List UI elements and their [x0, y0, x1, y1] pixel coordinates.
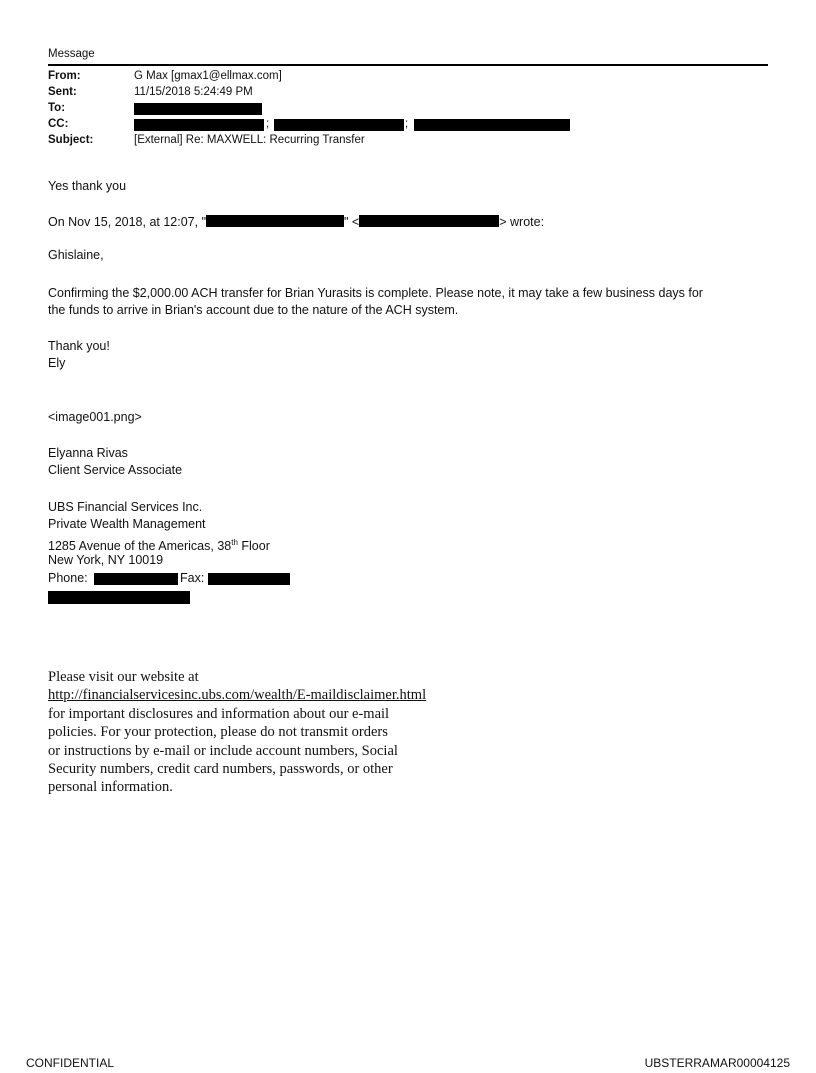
redaction-sender-email	[359, 215, 499, 227]
quote-prefix: On Nov 15, 2018, at 12:07, "	[48, 215, 207, 229]
disclaimer-line-4: policies. For your protection, please do not transmit orders	[48, 724, 388, 741]
sent-value: 11/15/2018 5:24:49 PM	[134, 86, 253, 98]
image-attachment-placeholder: <image001.png>	[48, 410, 142, 424]
signature-division: Private Wealth Management	[48, 517, 206, 531]
disclaimer-line-6: Security numbers, credit card numbers, passwords, or other	[48, 761, 393, 778]
sender-nickname: Ely	[48, 356, 66, 370]
redaction-sender-name	[206, 215, 344, 227]
disclaimer-line-1: Please visit our website at	[48, 669, 199, 685]
disclaimer-line-5: or instructions by e-mail or include account numbers, Social	[48, 742, 398, 759]
reply-text: Yes thank you	[48, 179, 127, 193]
signature-company: UBS Financial Services Inc.	[48, 500, 203, 514]
fax-label: Fax:	[180, 571, 205, 585]
from-value: G Max [gmax1@ellmax.com]	[134, 70, 282, 82]
subject-value: [External] Re: MAXWELL: Recurring Transfer	[134, 134, 365, 146]
quote-attribution	[48, 214, 544, 231]
body-paragraph-line-2: the funds to arrive in Brian's account due to the nature of the ACH system.	[48, 303, 459, 317]
disclaimer-line-7: personal information.	[48, 779, 173, 796]
disclaimer-link[interactable]: http://financialservicesinc.ubs.com/wealth/E-maildisclaimer.html	[48, 687, 427, 704]
to-label: To:	[48, 102, 66, 114]
thanks-line: Thank you!	[48, 339, 110, 353]
cc-separator-2: ;	[405, 118, 409, 130]
cc-label: CC:	[48, 118, 69, 130]
quote-mid: " <	[344, 215, 360, 229]
header-divider	[48, 64, 768, 66]
phone-label: Phone:	[48, 571, 88, 585]
body-paragraph-line-1: Confirming the $2,000.00 ACH transfer for Brian Yurasits is complete. Please note, it may take a few business days for	[48, 286, 703, 300]
redaction-to-recipient	[134, 103, 262, 115]
signature-title: Client Service Associate	[48, 463, 183, 477]
greeting: Ghislaine,	[48, 248, 104, 262]
sent-label: Sent:	[48, 86, 77, 98]
bates-number: UBSTERRAMAR00004125	[644, 1056, 790, 1070]
redaction-phone	[94, 573, 178, 585]
redaction-fax	[208, 573, 290, 585]
redaction-cc-3	[414, 119, 570, 131]
disclaimer-block	[48, 668, 488, 797]
message-section-label: Message	[48, 48, 95, 60]
signature-address-line-1: 1285 Avenue of the Americas, 38th Floor	[48, 538, 270, 554]
confidential-footer: CONFIDENTIAL	[26, 1056, 115, 1070]
redaction-cc-1	[134, 119, 264, 131]
from-label: From:	[48, 70, 81, 82]
floor-ordinal-suffix: th	[231, 538, 238, 547]
subject-label: Subject:	[48, 134, 94, 146]
cc-separator-1: ;	[266, 118, 270, 130]
signature-address-line-2: New York, NY 10019	[48, 553, 164, 567]
disclaimer-line-3: for important disclosures and information about our e-mail	[48, 705, 390, 722]
quote-suffix: > wrote:	[499, 215, 545, 229]
signature-phone-line	[48, 570, 88, 587]
redaction-email	[48, 591, 190, 604]
signature-name: Elyanna Rivas	[48, 446, 128, 460]
redaction-cc-2	[274, 119, 404, 131]
